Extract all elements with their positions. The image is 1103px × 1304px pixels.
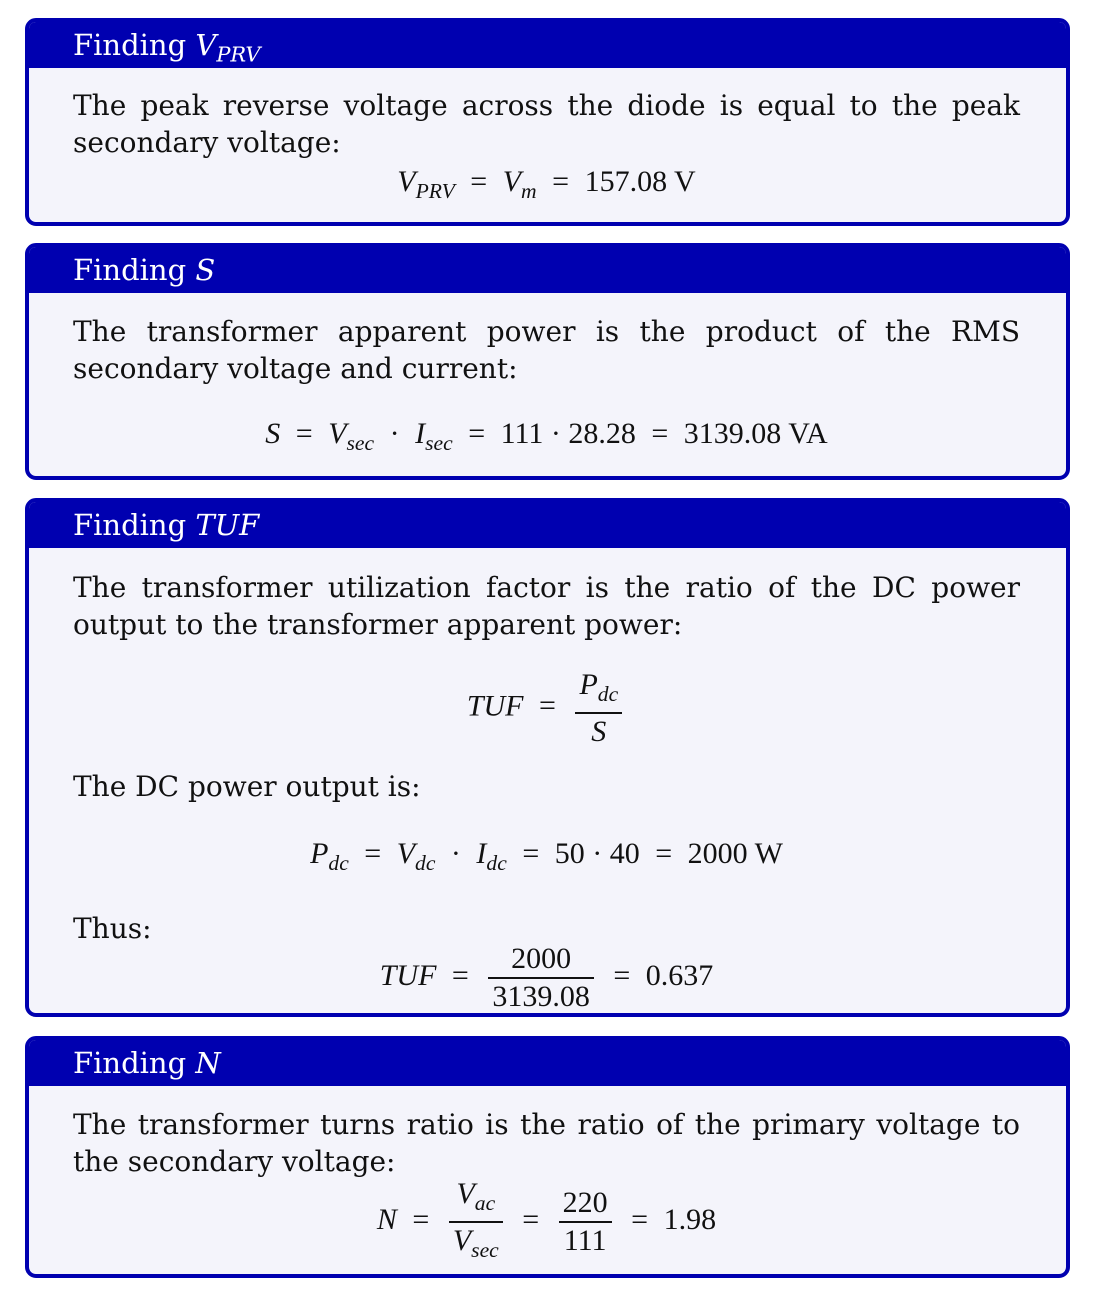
equation-dc-power: $P_{dc} = V_{dc} \cdot I_{dc} = 50 \cdot 40 = 2000$ W <box>310 836 783 875</box>
fraction <box>449 1176 503 1268</box>
section-body <box>29 1106 1066 1268</box>
fraction-denominator: 111 <box>563 1223 607 1257</box>
equation-tuf-result: TUF = $\frac{2000}{3139.08}$ = 0.637 <box>379 941 714 1013</box>
fraction-numerator: 220 <box>559 1185 612 1223</box>
paragraph: Thus: <box>73 911 152 945</box>
eq-symbol: V <box>456 1177 475 1210</box>
paragraph: The transformer utilization factor is the ratio of the DC power output to the transformer apparent power: <box>73 571 1020 641</box>
eq-result: 157.08 V <box>584 165 696 198</box>
section-title <box>29 502 1066 548</box>
fraction <box>575 667 622 750</box>
section-title <box>29 1040 1066 1086</box>
equation: N = $\frac{V_{ac}}{V_{sec}}$ = $\frac{220}{111}$ = 1.98 <box>73 1176 1020 1268</box>
equation-tuf-definition: TUF = $\frac{P_{dc}}{S}$ <box>73 667 1020 750</box>
section-n <box>25 1036 1070 1278</box>
eq-symbol: V <box>328 417 347 450</box>
eq-result: 0.637 <box>645 958 714 992</box>
eq-subscript: dc <box>486 850 507 875</box>
fraction <box>559 1185 612 1259</box>
title-prefix: Finding <box>73 1046 187 1080</box>
eq-symbol: N <box>376 1202 397 1236</box>
eq-symbol: I <box>476 836 487 870</box>
eq-symbol: S <box>265 417 281 450</box>
eq-symbol: P <box>310 836 329 870</box>
title-symbol: S <box>195 253 216 287</box>
title-symbol: V <box>195 28 217 62</box>
paragraph: The peak reverse voltage across the diode is equal to the peak secondary voltage: <box>73 89 1020 159</box>
eq-subscript: ac <box>474 1190 496 1215</box>
title-prefix: Finding <box>73 253 187 287</box>
eq-subscript: dc <box>328 850 349 875</box>
eq-subscript: dc <box>597 681 619 706</box>
paragraph: The transformer apparent power is the product of the RMS secondary voltage and current: <box>73 315 1020 385</box>
eq-symbol: V <box>396 836 416 870</box>
title-prefix: Finding <box>73 28 187 62</box>
title-subscript: PRV <box>216 42 261 67</box>
eq-subscript: sec <box>471 1237 499 1262</box>
fraction-denominator: 3139.08 <box>492 979 590 1013</box>
eq-calc: 111 · 28.28 <box>500 417 636 450</box>
fraction <box>488 941 594 1015</box>
eq-symbol: P <box>579 668 598 701</box>
section-title <box>29 22 1066 68</box>
eq-subscript: m <box>521 178 537 203</box>
title-symbol: TUF <box>195 508 260 542</box>
equation: $V_{PRV} = V_m = 157.08$ V <box>397 165 696 203</box>
eq-result: 1.98 <box>663 1202 717 1236</box>
eq-subscript: sec <box>346 430 375 455</box>
title-prefix: Finding <box>73 508 187 542</box>
eq-symbol: S <box>591 714 607 748</box>
title-symbol: N <box>195 1046 221 1080</box>
paragraph: The DC power output is: <box>73 769 421 803</box>
eq-result: 2000 W <box>687 836 783 870</box>
eq-symbol: TUF <box>466 689 524 723</box>
equation: $S = V_{sec} \cdot I_{sec} = 111 \cdot 28.28 = 3139.08$ VA <box>265 417 828 455</box>
eq-symbol: V <box>397 165 416 198</box>
eq-symbol: V <box>502 165 522 198</box>
section-vprv <box>25 18 1070 226</box>
fraction-numerator: 2000 <box>488 941 594 979</box>
paragraph: The transformer turns ratio is the ratio of the primary voltage to the secondary voltage: <box>73 1108 1020 1178</box>
section-body <box>29 87 1066 210</box>
eq-symbol: TUF <box>379 958 437 992</box>
section-title <box>29 247 1066 293</box>
eq-symbol: V <box>452 1223 472 1257</box>
section-body <box>29 569 1066 1015</box>
eq-subscript: dc <box>415 850 436 875</box>
eq-subscript: PRV <box>415 178 455 203</box>
section-body <box>29 313 1066 462</box>
eq-symbol: I <box>415 417 426 450</box>
section-s <box>25 243 1070 480</box>
eq-result: 3139.08 VA <box>683 417 828 450</box>
eq-subscript: sec <box>425 430 453 455</box>
section-tuf <box>25 498 1070 1017</box>
eq-calc: 50 · 40 <box>554 836 640 870</box>
